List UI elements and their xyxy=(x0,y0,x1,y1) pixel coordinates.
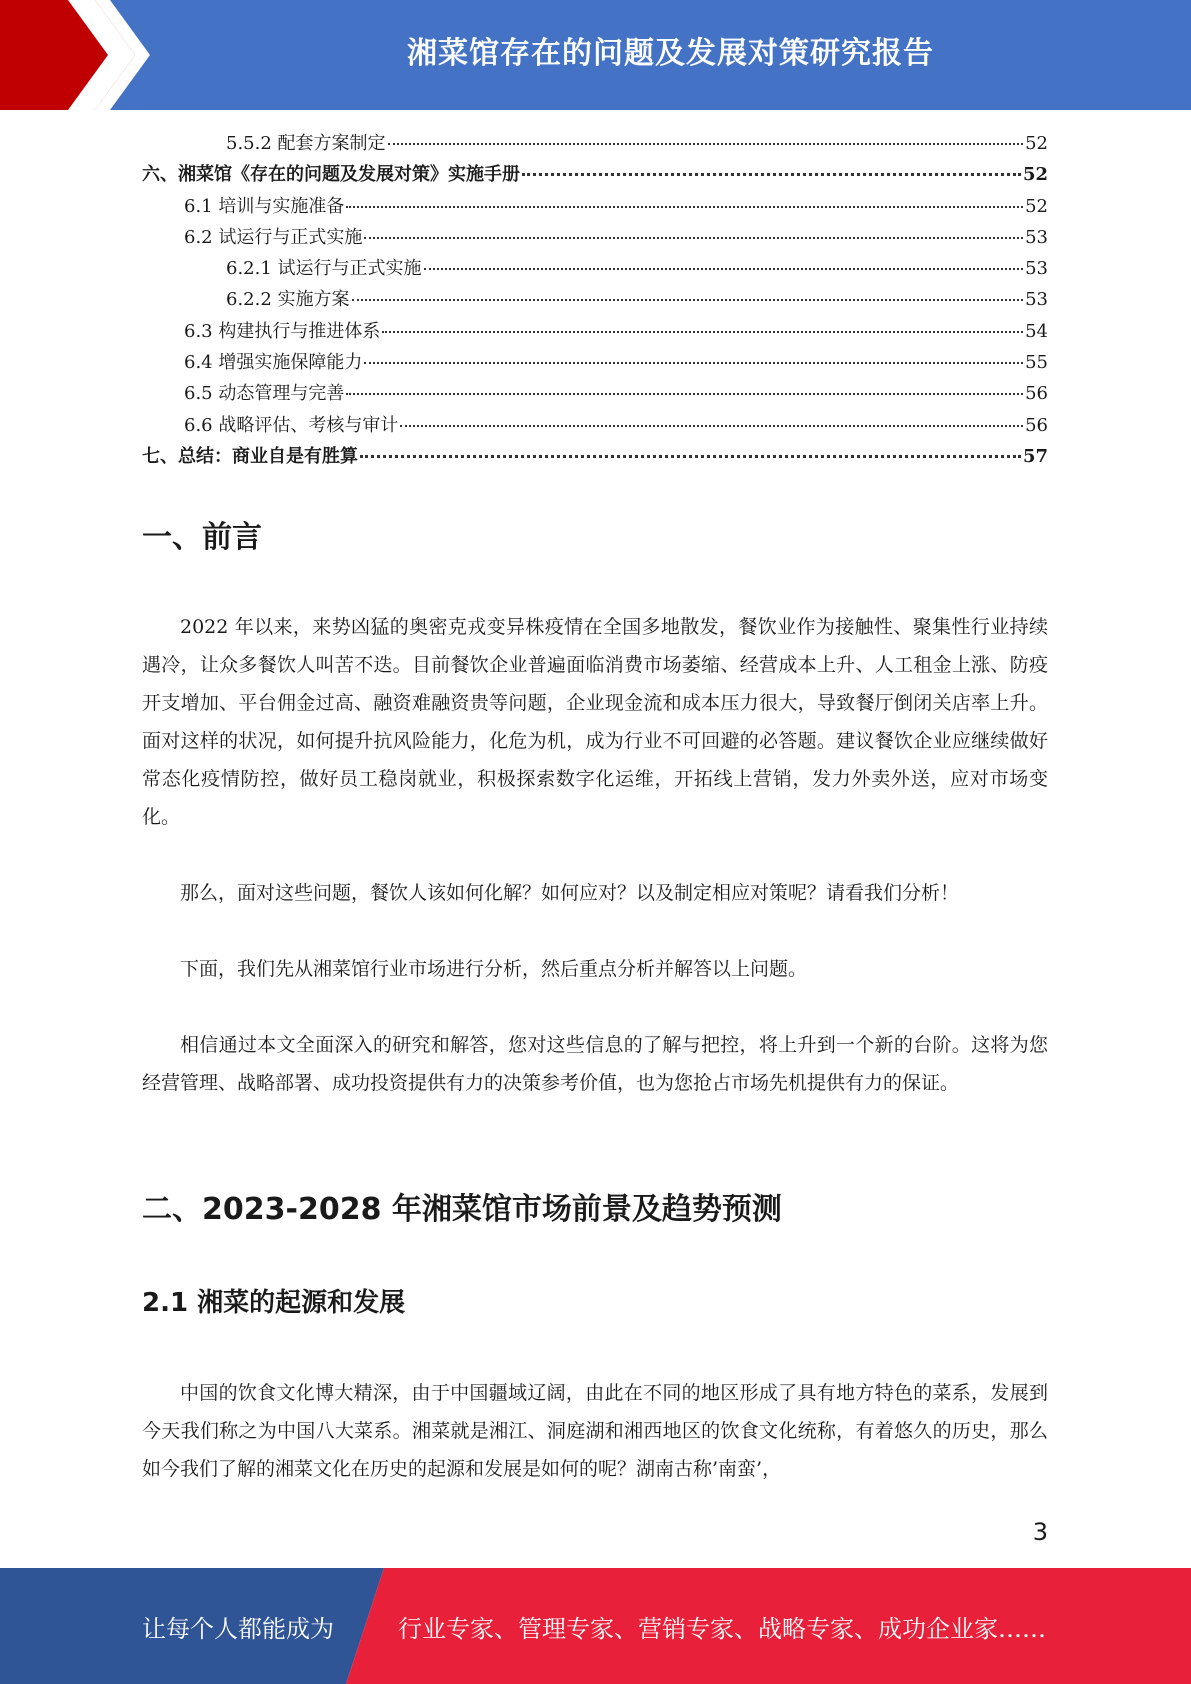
preface-paragraph-2: 那么，面对这些问题，餐饮人该如何化解？如何应对？以及制定相应对策呢？请看我们分析！ xyxy=(180,882,960,904)
toc-entry[interactable] xyxy=(142,441,1048,472)
toc-entry-page: 53 xyxy=(1025,258,1048,280)
toc-entry-page: 52 xyxy=(1025,133,1048,154)
toc-entry-label: 6.1 培训与实施准备 xyxy=(184,195,345,217)
toc-entry-label: 6.2.1 试运行与正式实施 xyxy=(226,258,422,280)
toc-entry-label: 6.4 增强实施保障能力 xyxy=(184,352,363,374)
footer-slogan-right: 行业专家、管理专家、营销专家、战略专家、成功企业家…… xyxy=(398,1614,1046,1643)
toc-entry-page: 56 xyxy=(1025,383,1048,405)
toc-entry-label: 六、湘菜馆《存在的问题及发展对策》实施手册 xyxy=(142,164,520,186)
table-of-contents xyxy=(142,128,1048,472)
toc-dot-leader xyxy=(382,331,1023,333)
toc-entry-page: 53 xyxy=(1025,226,1048,248)
toc-entry-page: 53 xyxy=(1025,289,1048,311)
toc-entry-label: 6.5 动态管理与完善 xyxy=(184,383,345,405)
toc-entry-label: 6.6 战略评估、考核与审计 xyxy=(184,414,399,436)
toc-dot-leader xyxy=(346,393,1023,395)
footer-slogan-left: 让每个人都能成为 xyxy=(142,1614,334,1643)
toc-entry-label: 5.5.2 配套方案制定 xyxy=(226,133,386,154)
toc-entry-page: 52 xyxy=(1022,164,1048,186)
toc-entry-label: 6.2.2 实施方案 xyxy=(226,289,350,311)
report-title: 湘菜馆存在的问题及发展对策研究报告 xyxy=(407,36,934,71)
toc-entry[interactable] xyxy=(142,378,1048,409)
toc-entry-label: 七、总结：商业自是有胜算 xyxy=(142,445,358,467)
toc-entry[interactable] xyxy=(142,316,1048,347)
preface-paragraph-4: 相信通过本文全面深入的研究和解答，您对这些信息的了解与把控，将上升到一个新的台阶。这将为您经营管理、战略部署、成功投资提供有力的决策参考价值，也为您抢占市场先机提供有力的保证。 xyxy=(142,1034,1048,1094)
toc-dot-leader xyxy=(346,206,1023,208)
preface-paragraph-1: 2022 年以来，来势凶猛的奥密克戎变异株疫情在全国多地散发，餐饮业作为接触性、聚集性行业持续遇冷，让众多餐饮人叫苦不迭。目前餐饮企业普遍面临消费市场萎缩、经营成本上升、人工租金上涨、防疫开支增加、平台佣金过高、融资难融资贵等问题，企业现金流和成本压力很大，导致餐厅倒闭关店率上升。面对这样的状况，如何提升抗风险能力，化危为机，成为行业不可回避的必答题。建议餐饮企业应继续做好常态化疫情防控，做好员工稳岗就业，积极探索数字化运维，开拓线上营销，发力外卖外送，应对市场变化。 xyxy=(142,616,1048,828)
page-number: 3 xyxy=(1032,1518,1048,1546)
origin-paragraph: 中国的饮食文化博大精深，由于中国疆域辽阔，由此在不同的地区形成了具有地方特色的菜系，发展到今天我们称之为中国八大菜系。湘菜就是湘江、洞庭湖和湘西地区的饮食文化统称，有着悠久的历史，那么如今我们了解的湘菜文化在历史的起源和发展是如何的呢？湖南古称’南蛮’， xyxy=(142,1382,1048,1480)
toc-dot-leader xyxy=(364,362,1023,364)
toc-dot-leader xyxy=(364,237,1023,239)
toc-entry[interactable] xyxy=(142,347,1048,378)
toc-entry-page: 56 xyxy=(1025,414,1048,436)
toc-entry[interactable] xyxy=(142,253,1048,284)
toc-dot-leader xyxy=(424,268,1024,270)
toc-entry[interactable] xyxy=(142,410,1048,441)
toc-entry-page: 52 xyxy=(1025,195,1048,217)
page-header xyxy=(0,0,1191,110)
toc-entry[interactable] xyxy=(142,222,1048,253)
toc-entry[interactable] xyxy=(142,191,1048,222)
toc-entry[interactable] xyxy=(142,284,1048,315)
toc-dot-leader xyxy=(400,425,1023,427)
toc-entry[interactable] xyxy=(142,159,1048,190)
toc-entry-page: 54 xyxy=(1025,320,1048,342)
toc-entry-label: 6.2 试运行与正式实施 xyxy=(184,226,363,248)
toc-dot-leader xyxy=(360,455,1021,458)
preface-paragraph-3: 下面，我们先从湘菜馆行业市场进行分析，然后重点分析并解答以上问题。 xyxy=(180,958,808,980)
sub-heading-origin: 2.1 湘菜的起源和发展 xyxy=(142,1288,406,1318)
toc-entry[interactable] xyxy=(142,128,1048,159)
section-heading-market-outlook: 二、2023-2028 年湘菜馆市场前景及趋势预测 xyxy=(142,1192,782,1227)
section-heading-preface: 一、前言 xyxy=(142,520,262,555)
toc-dot-leader xyxy=(352,299,1024,301)
toc-dot-leader xyxy=(522,173,1021,176)
toc-entry-page: 55 xyxy=(1025,352,1048,374)
toc-entry-page: 57 xyxy=(1022,445,1048,467)
toc-dot-leader xyxy=(388,143,1024,145)
toc-entry-label: 6.3 构建执行与推进体系 xyxy=(184,320,381,342)
page-footer xyxy=(0,1568,1191,1684)
